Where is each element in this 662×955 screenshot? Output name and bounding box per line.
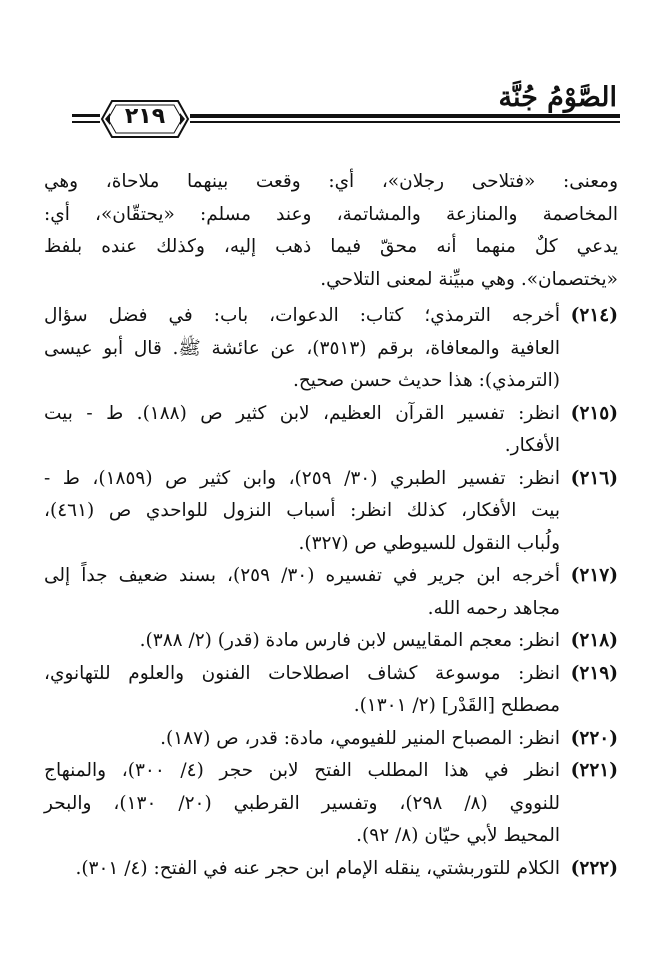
footnote-text: انظر في هذا المطلب الفتح لابن حجر (٤/ ٣٠٠)، والمنهاج [44, 760, 560, 781]
footnote-text: انظر: موسوعة كشاف اصطلاحات الفنون والعلوم للتهانوي، [44, 662, 560, 684]
header-rule-left-thin [72, 121, 100, 123]
footnote-number: (٢١٨) [570, 630, 618, 651]
footnote-line: مصطلح [القَدْر] (٢/ ١٣٠١). [353, 695, 560, 716]
footnote-line [44, 398, 618, 431]
page-body [44, 166, 618, 885]
footnote-number: (٢١٥) [570, 402, 619, 424]
page-number: ٢١٩ [124, 104, 166, 129]
footnote-line [44, 853, 618, 886]
header-rule-thin [190, 121, 620, 123]
header-rule-left [72, 114, 100, 117]
text-line: «يختصمان». وهي مبيِّنة لمعنى التلاحي. [320, 268, 618, 290]
footnote-215 [44, 398, 618, 463]
footnote-text: انظر: تفسير القرآن العظيم، لابن كثير ص (١٨٨). ط - بيت [44, 402, 561, 424]
footnote-line: العافية والمعافاة، برقم (٣٥١٣)، عن عائشة ﷺ. قال أبو عيسى [44, 337, 560, 359]
text-line: يدعي كلٌ منهما أنه محقّ فيما ذهب إليه، وكذلك عنده بلفظ [44, 236, 618, 257]
footnote-number: (٢٢١) [570, 760, 618, 781]
footnote-number: (٢٢٠) [570, 727, 618, 749]
intro-paragraph [44, 166, 618, 296]
header-rule [190, 114, 620, 118]
page-header [0, 0, 662, 140]
footnote-text: الكلام للتوربشتي، ينقله الإمام ابن حجر عنه في الفتح: (٤/ ٣٠١). [75, 857, 560, 879]
footnote-line: بيت الأفكار، كذلك انظر: أسباب النزول للواحدي ص (٤٦١)، [44, 500, 560, 521]
footnote-text: أخرجه الترمذي؛ كتاب: الدعوات، باب: في فضل سؤال [44, 305, 560, 326]
footnote-text: انظر: تفسير الطبري (٣٠/ ٢٥٩)، وابن كثير ص (١٨٥٩)، ط - [44, 467, 561, 489]
footnote-line [44, 658, 618, 691]
footnote-216 [44, 463, 618, 561]
footnote-line: مجاهد رحمه الله. [427, 597, 560, 619]
text-line: المخاصمة والمنازعة والمشاتمة، وعند مسلم: «يحتقّان»، أي: [44, 203, 618, 225]
footnote-221 [44, 755, 618, 853]
footnote-219 [44, 658, 618, 723]
footnote-text: انظر: معجم المقاييس لابن فارس مادة (قدر) (٢/ ٣٨٨). [139, 630, 560, 651]
footnote-line: (الترمذي): هذا حديث حسن صحيح. [292, 370, 560, 391]
footnote-number: (٢١٧) [570, 565, 618, 586]
footnote-number: (٢٢٢) [570, 857, 618, 879]
footnote-line: ولُباب النقول للسيوطي ص (٣٢٧). [298, 532, 560, 554]
footnote-text: أخرجه ابن جرير في تفسيره (٣٠/ ٢٥٩)، بسند ضعيف جداً إلى [44, 565, 560, 586]
footnote-line [44, 300, 618, 333]
footnote-222 [44, 853, 618, 886]
footnote-line: للنووي (٨/ ٢٩٨)، وتفسير القرطبي (٢٠/ ١٣٠)، والبحر [44, 792, 560, 814]
footnote-text: انظر: المصباح المنير للفيومي، مادة: قدر، ص (١٨٧). [160, 727, 560, 749]
footnote-217 [44, 560, 618, 625]
footnote-number: (٢١٩) [570, 662, 618, 684]
footnote-line [44, 463, 618, 496]
footnote-line: المحيط لأبي حيّان (٨/ ٩٢). [356, 825, 560, 846]
footnote-214 [44, 300, 618, 398]
footnote-220 [44, 723, 618, 756]
footnote-line [44, 560, 618, 593]
footnote-number: (٢١٤) [570, 305, 618, 326]
footnote-line [44, 723, 618, 756]
footnote-number: (٢١٦) [570, 467, 619, 489]
footnote-line [44, 755, 618, 788]
running-title: الصَّوْمُ جُنَّة [498, 82, 617, 113]
footnote-218 [44, 625, 618, 658]
footnote-line: الأفكار. [504, 435, 560, 456]
text-line: ومعنى: «فتلاحى رجلان»، أي: وقعت بينهما ملاحاة، وهي [44, 171, 618, 192]
footnote-line [44, 625, 618, 658]
